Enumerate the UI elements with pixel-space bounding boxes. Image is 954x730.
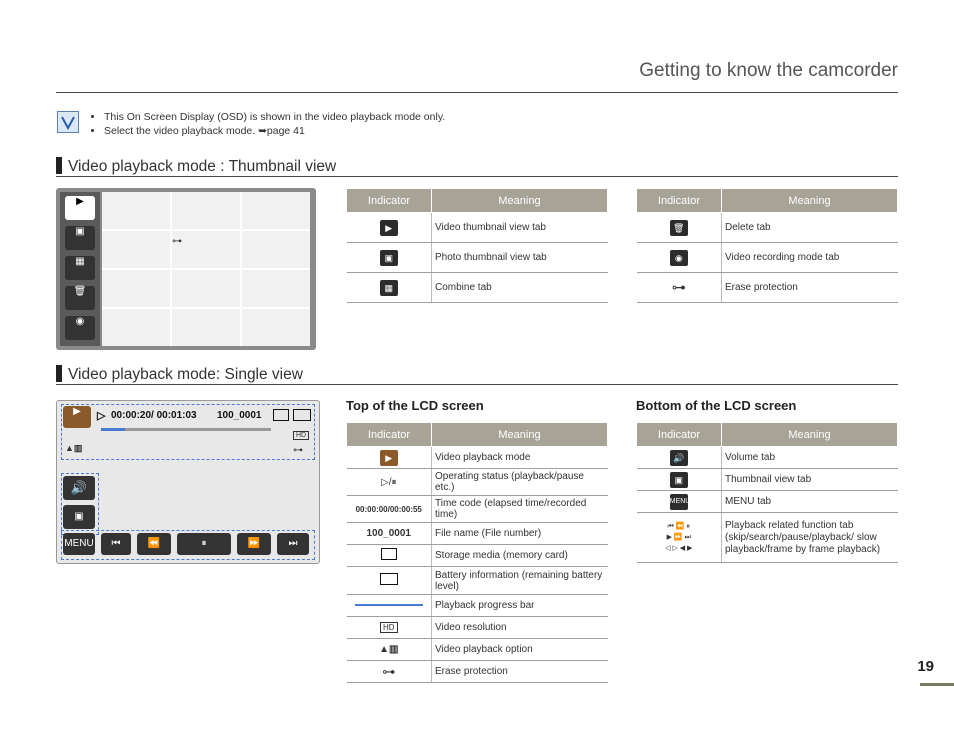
single-view-lcd xyxy=(56,400,320,564)
meaning-cell: Video recording mode tab xyxy=(722,243,898,273)
video-playback-option-icon: ▲▥ xyxy=(65,443,83,453)
video-recording-mode-icon: ◉ xyxy=(670,250,688,266)
thumbnail[interactable] xyxy=(102,192,170,229)
meaning-cell: Erase protection xyxy=(432,661,608,683)
meaning-cell: Video resolution xyxy=(432,617,608,639)
menu-tab[interactable]: MENU xyxy=(63,533,95,555)
note-item: • This On Screen Display (OSD) is shown in the video playback mode only. xyxy=(104,110,445,124)
progress-bar-track[interactable] xyxy=(101,428,271,431)
top-lcd-table xyxy=(346,422,608,683)
meaning-cell: Video thumbnail view tab xyxy=(432,213,608,243)
meaning-cell: Delete tab xyxy=(722,213,898,243)
meaning-cell: Storage media (memory card) xyxy=(432,545,608,567)
operating-status-icon: ▷ xyxy=(97,410,106,422)
section-bar xyxy=(56,365,62,382)
erase-protection-icon: ⊶ xyxy=(293,445,303,456)
video-thumbnail-tab-icon[interactable]: ▶ xyxy=(65,196,95,220)
title-rule xyxy=(56,92,898,93)
section-thumbnail xyxy=(56,157,898,177)
time-code-indicator: 00:00:00/00:00:55 xyxy=(347,496,432,523)
thumbnail[interactable] xyxy=(102,309,170,346)
bottom-lcd-table xyxy=(636,422,898,563)
thumbnail[interactable] xyxy=(102,231,170,268)
video-playback-option-icon: ▲▥ xyxy=(347,639,432,661)
col-indicator: Indicator xyxy=(347,189,432,213)
rewind-button[interactable]: ⏪ xyxy=(137,533,171,555)
pause-button[interactable]: ⏸ xyxy=(177,533,231,555)
notes-list xyxy=(86,110,445,138)
meaning-cell: Playback progress bar xyxy=(432,595,608,617)
volume-tab[interactable]: 🔊 xyxy=(63,476,95,500)
meaning-cell: File name (File number) xyxy=(432,523,608,545)
thumbnail[interactable] xyxy=(172,270,240,307)
section-single xyxy=(56,365,898,385)
col-indicator: Indicator xyxy=(637,189,722,213)
thumbnail-view-icon: ▣ xyxy=(670,472,688,488)
page-number: 19 xyxy=(917,658,934,675)
delete-tab-icon[interactable]: 🗑 xyxy=(65,286,95,310)
meaning-cell: Erase protection xyxy=(722,273,898,303)
meaning-cell: Thumbnail view tab xyxy=(722,469,898,491)
note-check-icon xyxy=(57,111,79,133)
thumbnail-grid xyxy=(102,192,310,346)
volume-icon: 🔊 xyxy=(670,450,688,466)
meaning-cell: Operating status (playback/pause etc.) xyxy=(432,469,608,496)
thumbnail[interactable] xyxy=(242,192,310,229)
file-name-indicator: 100_0001 xyxy=(347,523,432,545)
file-name: 100_0001 xyxy=(217,410,262,421)
thumbnail[interactable] xyxy=(102,270,170,307)
erase-protection-icon: ⊶ xyxy=(172,236,182,247)
meaning-cell: Playback related function tab (skip/search/pause/playback/ slow playback/frame by frame playback) xyxy=(722,513,898,563)
video-thumbnail-tab-icon: ▶ xyxy=(380,220,398,236)
thumbnail[interactable] xyxy=(242,231,310,268)
meaning-cell: MENU tab xyxy=(722,491,898,513)
thumbnail[interactable] xyxy=(172,231,240,268)
menu-icon: MENU xyxy=(670,494,688,510)
combine-tab-icon[interactable]: ▦ xyxy=(65,256,95,280)
photo-thumbnail-tab-icon: ▣ xyxy=(380,250,398,266)
thumbnail-indicator-table-right xyxy=(636,188,898,303)
video-playback-mode-icon: ▶ xyxy=(380,450,398,466)
meaning-cell: Combine tab xyxy=(432,273,608,303)
storage-media-icon xyxy=(381,548,397,560)
thumbnail-view-tab[interactable]: ▣ xyxy=(63,505,95,529)
video-resolution-icon: HD xyxy=(380,622,398,633)
thumbnail[interactable] xyxy=(242,270,310,307)
thumbnail-indicator-table-left xyxy=(346,188,608,303)
meaning-cell: Photo thumbnail view tab xyxy=(432,243,608,273)
delete-tab-icon: 🗑 xyxy=(670,220,688,236)
page-number-rule xyxy=(920,683,954,686)
note-item: • Select the video playback mode. ➥page 41 xyxy=(104,124,445,138)
col-indicator: Indicator xyxy=(347,423,432,447)
skip-back-button[interactable]: ⏮ xyxy=(101,533,131,555)
battery-icon xyxy=(380,573,398,585)
fast-forward-button[interactable]: ⏩ xyxy=(237,533,271,555)
video-resolution-icon: HD xyxy=(293,431,309,440)
page-title: Getting to know the camcorder xyxy=(639,60,898,81)
skip-forward-button[interactable]: ⏭ xyxy=(277,533,309,555)
meaning-cell: Time code (elapsed time/recorded time) xyxy=(432,496,608,523)
col-meaning: Meaning xyxy=(432,423,608,447)
photo-thumbnail-tab-icon[interactable]: ▣ xyxy=(65,226,95,250)
meaning-cell: Volume tab xyxy=(722,447,898,469)
playback-function-icons: ⏮ ⏪ ⏸ ▶ ⏩ ⏭ ◁ ▷ ◀ ▶ xyxy=(637,513,722,563)
thumbnail-lcd xyxy=(56,188,316,350)
thumbnail-tabs xyxy=(60,192,100,346)
storage-media-icon xyxy=(273,409,289,421)
meaning-cell: Video playback option xyxy=(432,639,608,661)
combine-tab-icon: ▦ xyxy=(380,280,398,296)
col-meaning: Meaning xyxy=(432,189,608,213)
section-bar xyxy=(56,157,62,174)
col-indicator: Indicator xyxy=(637,423,722,447)
thumbnail[interactable] xyxy=(172,309,240,346)
erase-protection-icon: ⊶ xyxy=(671,279,686,295)
time-code: 00:00:20/ 00:01:03 xyxy=(111,410,197,421)
thumbnail[interactable] xyxy=(172,192,240,229)
section-thumbnail-title: Video playback mode : Thumbnail view xyxy=(68,158,337,175)
video-recording-mode-icon[interactable]: ◉ xyxy=(65,316,95,340)
battery-icon xyxy=(293,409,311,421)
thumbnail[interactable] xyxy=(242,309,310,346)
operating-status-icon: ▷/⏸ xyxy=(347,469,432,496)
video-playback-mode-icon: ▶ xyxy=(63,406,91,428)
meaning-cell: Video playback mode xyxy=(432,447,608,469)
progress-bar-icon xyxy=(355,604,423,606)
erase-protection-icon: ⊶ xyxy=(347,661,432,683)
col-meaning: Meaning xyxy=(722,423,898,447)
progress-bar-fill xyxy=(101,428,125,431)
meaning-cell: Battery information (remaining battery level) xyxy=(432,567,608,595)
section-single-title: Video playback mode: Single view xyxy=(68,366,303,383)
col-meaning: Meaning xyxy=(722,189,898,213)
top-lcd-heading: Top of the LCD screen xyxy=(346,398,484,413)
bottom-lcd-heading: Bottom of the LCD screen xyxy=(636,398,797,413)
